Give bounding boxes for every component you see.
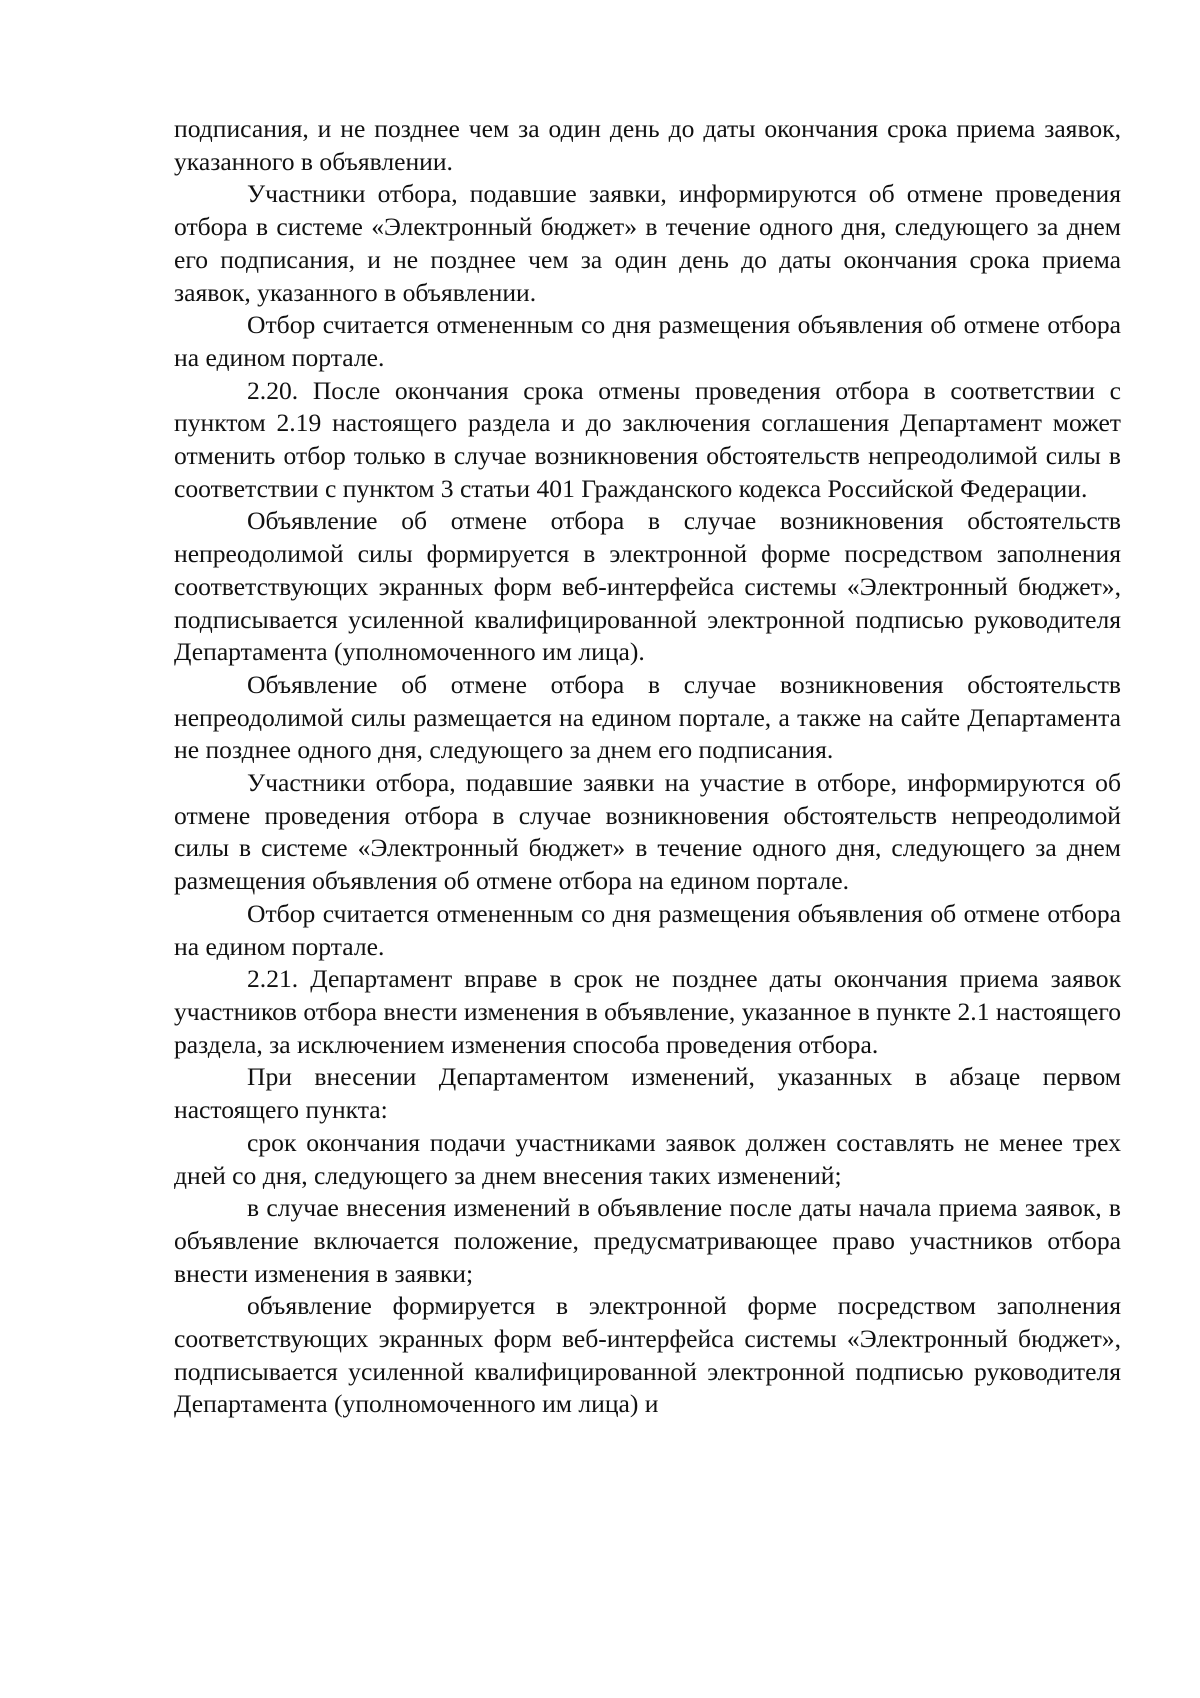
paragraph-force-majeure-announcement: Объявление об отмене отбора в случае возникновения обстоятельств непреодолимой силы формируется в электронной форме посредством заполнения соответствующих экранных форм веб-интерфейса системы «Электронный бюджет», подписывается усиленной квалифицированной электронной подписью руководителя Департамента (уполномоченного им лица). <box>174 506 1121 667</box>
paragraph-force-majeure-publication: Объявление об отмене отбора в случае возникновения обстоятельств непреодолимой силы размещается на едином портале, а также на сайте Департамента не позднее одного дня, следующего за днем его подписания. <box>174 669 1121 765</box>
document-body <box>174 113 1121 1421</box>
paragraph-participants-notified: Участники отбора, подавшие заявки, информируются об отмене проведения отбора в системе «Электронный бюджет» в течение одного дня, следующего за днем его подписания, и не позднее чем за один день до даты окончания срока приема заявок, указанного в объявлении. <box>174 179 1121 307</box>
paragraph-announcement-form: объявление формируется в электронной форме посредством заполнения соответствующих экранных форм веб-интерфейса системы «Электронный бюджет», подписывается усиленной квалифицированной электронной подписью руководителя Департамента (уполномоченного им лица) и <box>174 1291 1121 1419</box>
paragraph-clause-2-20: 2.20. После окончания срока отмены проведения отбора в соответствии с пунктом 2.19 настоящего раздела и до заключения соглашения Департамент может отменить отбор только в случае возникновения обстоятельств непреодолимой силы в соответствии с пунктом 3 статьи 401 Гражданского кодекса Российской Федерации. <box>174 375 1121 503</box>
paragraph-selection-cancelled: Отбор считается отмененным со дня размещения объявления об отмене отбора на едином портале. <box>174 310 1121 372</box>
paragraph-change-applications-right: в случае внесения изменений в объявление после даты начала приема заявок, в объявление включается положение, предусматривающее право участников отбора внести изменения в заявки; <box>174 1193 1121 1288</box>
paragraph-amendments-intro: При внесении Департаментом изменений, указанных в абзаце первом настоящего пункта: <box>174 1062 1121 1125</box>
paragraph-deadline-requirement: срок окончания подачи участниками заявок должен составлять не менее трех дней со дня, следующего за днем внесения таких изменений; <box>174 1127 1121 1190</box>
paragraph-force-majeure-participants: Участники отбора, подавшие заявки на участие в отборе, информируются об отмене проведения отбора в случае возникновения обстоятельств непреодолимой силы в системе «Электронный бюджет» в течение одного дня, следующего за днем размещения объявления об отмене отбора на едином портале. <box>174 768 1121 896</box>
paragraph-continuation: подписания, и не позднее чем за один день до даты окончания срока приема заявок, указанного в объявлении. <box>174 114 1121 176</box>
paragraph-clause-2-21: 2.21. Департамент вправе в срок не позднее даты окончания приема заявок участников отбора внести изменения в объявление, указанное в пункте 2.1 настоящего раздела, за исключением изменения способа проведения отбора. <box>174 964 1121 1059</box>
paragraph-selection-cancelled-2: Отбор считается отмененным со дня размещения объявления об отмене отбора на едином портале. <box>174 898 1121 961</box>
